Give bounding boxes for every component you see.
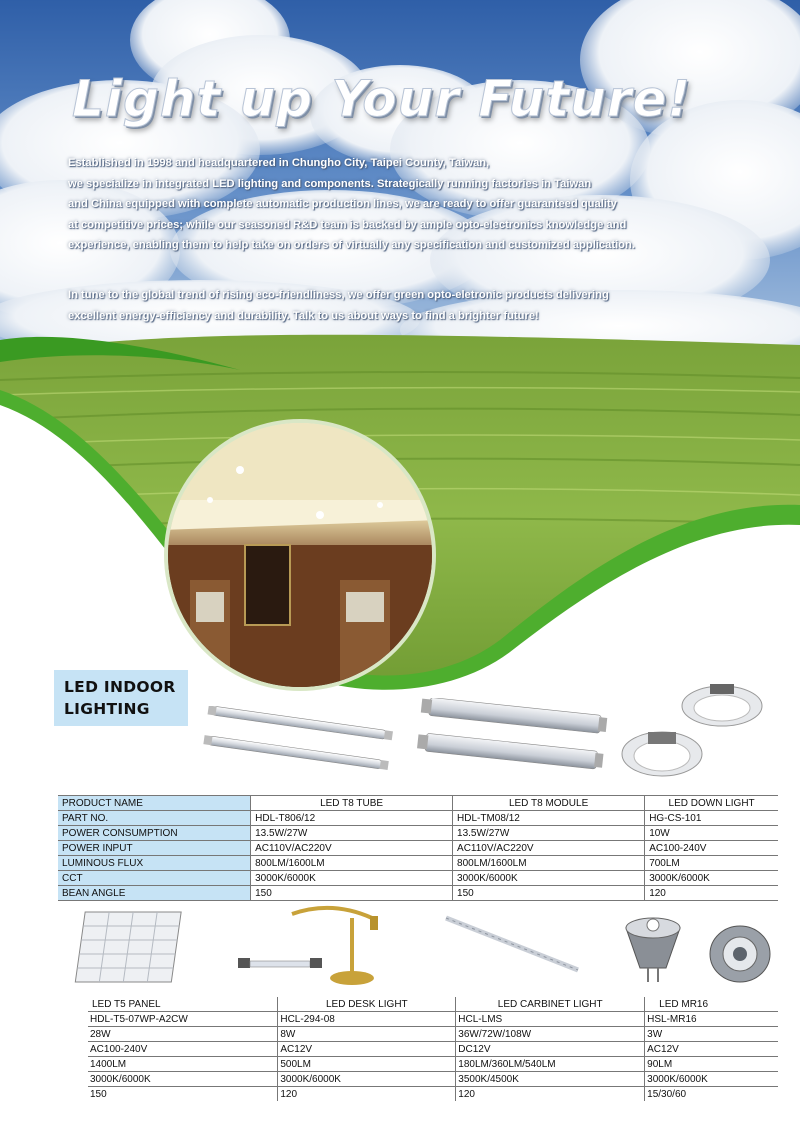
spec-row (58, 826, 778, 841)
spec-value: 36W/72W/108W (456, 1027, 645, 1042)
spec-value: AC110V/AC220V (251, 841, 453, 856)
spec-value: AC12V (278, 1042, 456, 1057)
spec-value: AC100-240V (645, 841, 778, 856)
section-title (54, 670, 188, 726)
spec-label: BEAN ANGLE (58, 886, 251, 901)
spec-value: LED T8 MODULE (453, 796, 645, 811)
spec-row (58, 871, 778, 886)
led-down-light-image (620, 680, 770, 786)
intro-paragraph-1 (68, 153, 758, 256)
led-mr16-image (618, 910, 780, 994)
spec-value: 500LM (278, 1057, 456, 1072)
led-t8-tube-image (196, 706, 396, 786)
spec-value: 150 (251, 886, 453, 901)
spec-value: 800LM/1600LM (251, 856, 453, 871)
spec-value: 13.5W/27W (251, 826, 453, 841)
spec-value: AC110V/AC220V (453, 841, 645, 856)
spec-value: HCL-LMS (456, 1012, 645, 1027)
spec-table-2 (88, 997, 778, 1101)
spec-value: HDL-T5-07WP-A2CW (88, 1012, 278, 1027)
spec-value: 90LM (645, 1057, 778, 1072)
section-title-line-1: LED INDOOR (64, 678, 176, 696)
spec-value: 800LM/1600LM (453, 856, 645, 871)
spec-row (58, 886, 778, 901)
intro-line: we specialize in integrated LED lighting and components. Strategically running factories in Taiwan (68, 177, 592, 190)
spec-value: HG-CS-101 (645, 811, 778, 826)
spec-value: AC100-240V (88, 1042, 278, 1057)
spec-value: 3000K/6000K (88, 1072, 278, 1087)
spec-value: 3500K/4500K (456, 1072, 645, 1087)
spec-value: 13.5W/27W (453, 826, 645, 841)
spec-row (58, 811, 778, 826)
headline: Light up Your Future! (72, 70, 692, 128)
intro-line: and China equipped with complete automatic production lines, we are ready to offer guaranteed quality (68, 198, 617, 211)
spec-row (88, 1087, 778, 1102)
spec-row (88, 1042, 778, 1057)
spec-value: 120 (456, 1087, 645, 1102)
spec-value: LED T8 TUBE (251, 796, 453, 811)
intro-line: experience, enabling them to help take on orders of virtually any specification and customized application. (68, 239, 635, 252)
intro-line: Established in 1998 and headquartered in Chungho City, Taipei County, Taiwan, (68, 157, 490, 169)
spec-value: 150 (453, 886, 645, 901)
spec-value: 3000K/6000K (278, 1072, 456, 1087)
led-desk-light-image (232, 904, 392, 988)
spec-label: PART NO. (58, 811, 251, 826)
spec-value: 3W (645, 1027, 778, 1042)
spec-value: HDL-T806/12 (251, 811, 453, 826)
spec-value: 700LM (645, 856, 778, 871)
spec-value: LED MR16 (645, 997, 778, 1012)
spec-value: LED CARBINET LIGHT (456, 997, 645, 1012)
spec-value: 8W (278, 1027, 456, 1042)
spec-value: DC12V (456, 1042, 645, 1057)
spec-value: 150 (90, 1088, 107, 1100)
spec-value: 3000K/6000K (645, 1072, 778, 1087)
spec-value: LED DOWN LIGHT (645, 796, 778, 811)
led-t8-module-image (412, 698, 608, 790)
spec-label: POWER INPUT (58, 841, 251, 856)
spec-row (58, 856, 778, 871)
spec-label: PRODUCT NAME (58, 796, 251, 811)
spec-table-1 (58, 795, 778, 901)
intro-paragraph-2 (68, 285, 758, 326)
spec-value: AC12V (645, 1042, 778, 1057)
spec-row (88, 1072, 778, 1087)
spec-value: 120 (278, 1087, 456, 1102)
spec-value: 10W (645, 826, 778, 841)
spec-value: HSL-MR16 (645, 1012, 778, 1027)
led-cabinet-light-image (440, 914, 586, 976)
spec-row (58, 841, 778, 856)
spec-value: LED DESK LIGHT (278, 997, 456, 1012)
intro-line: excellent energy-efficiency and durability. Talk to us about ways to find a brighter future! (68, 309, 539, 322)
intro-line: In tune to the global trend of rising eco-friendliness, we offer green opto-eletronic products delivering (68, 289, 609, 301)
spec-row (88, 1027, 778, 1042)
spec-row (88, 997, 778, 1012)
spec-value: HCL-294-08 (278, 1012, 456, 1027)
spec-value: 15/30/60 (645, 1087, 778, 1102)
spec-value: HDL-TM08/12 (453, 811, 645, 826)
spec-value: 180LM/360LM/540LM (456, 1057, 645, 1072)
spec-value: 3000K/6000K (453, 871, 645, 886)
spec-value: 120 (645, 886, 778, 901)
spec-label: CCT (58, 871, 251, 886)
spec-value: 28W (88, 1027, 278, 1042)
spec-row (88, 1012, 778, 1027)
intro-line: at competitive prices; while our seasoned R&D team is backed by ample opto-electronics knowledge and (68, 218, 627, 231)
section-title-line-2: LIGHTING (64, 700, 150, 718)
led-t5-panel-image (72, 906, 184, 988)
spec-row (58, 796, 778, 811)
spec-value: 3000K/6000K (645, 871, 778, 886)
spec-value: 1400LM (88, 1057, 278, 1072)
spec-label: POWER CONSUMPTION (58, 826, 251, 841)
spec-value: LED T5 PANEL (88, 997, 278, 1012)
spec-row (88, 1057, 778, 1072)
spec-label: LUMINOUS FLUX (58, 856, 251, 871)
spec-value: 3000K/6000K (251, 871, 453, 886)
